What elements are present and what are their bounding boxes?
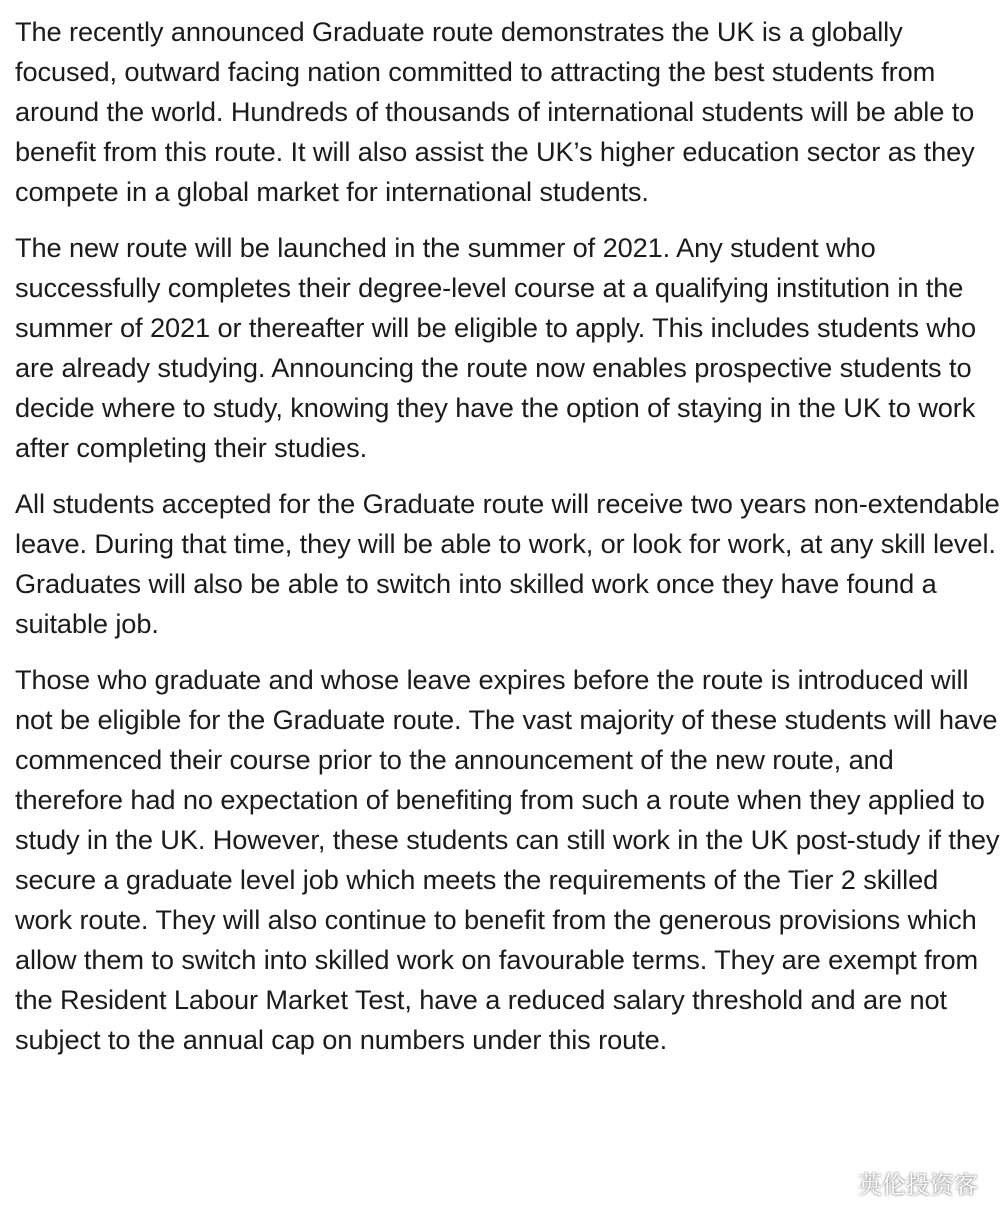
paragraph-launch-date: The new route will be launched in the summer of 2021. Any student who successfully completes their degree-level course at a qualifying institution in the summer of 2021 or thereafter will be eligible to apply. This includes students who are already studying. Announcing the route now enables prospective students to decide where to study, knowing they have the option of staying in the UK to work after completing their studies. (15, 232, 976, 463)
paragraph-graduate-route-intro: The recently announced Graduate route demonstrates the UK is a globally focused, outward facing nation committed to attracting the best students from around the world. Hundreds of thousands of international students will be able to benefit from this route. It will also assist the UK’s higher education sector as they compete in a global market for international students. (15, 16, 975, 207)
wechat-icon (822, 1167, 852, 1199)
watermark-text: 英伦投资客 (858, 1171, 978, 1199)
watermark (822, 1165, 978, 1200)
paragraph-eligibility-exceptions: Those who graduate and whose leave expires before the route is introduced will not be eligible for the Graduate route. The vast majority of these students will have commenced their course prior to the announcement of the new route, and therefore had no expectation of benefiting from such a route when they applied to study in the UK. However, these students can still work in the UK post-study if they secure a graduate level job which meets the requirements of the Tier 2 skilled work route. They will also continue to benefit from the generous provisions which allow them to switch into skilled work on favourable terms. They are exempt from the Resident Labour Market Test, have a reduced salary threshold and are not subject to the annual cap on numbers under this route. (15, 664, 1000, 1055)
document-body (15, 12, 1000, 1076)
paragraph-leave-terms: All students accepted for the Graduate route will receive two years non-extendable leave. During that time, they will be able to work, or look for work, at any skill level. Graduates will also be able to switch into skilled work once they have found a suitable job. (15, 488, 1000, 639)
